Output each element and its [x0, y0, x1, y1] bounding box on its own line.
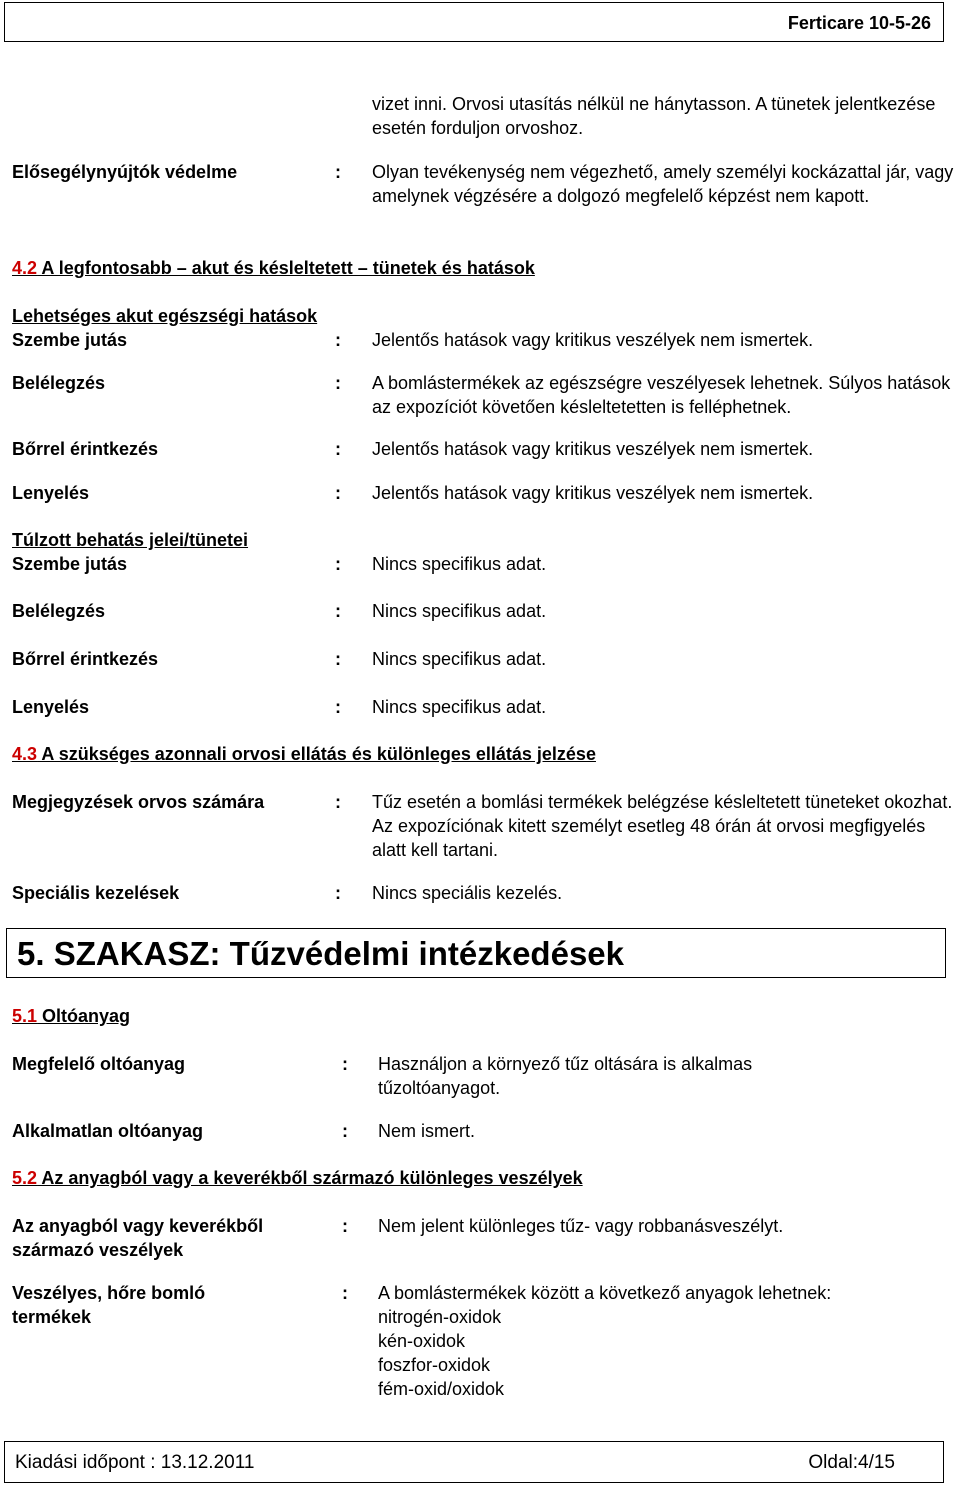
hazardous-decomposition-label: Veszélyes, hőre bomló termékek — [12, 1283, 206, 1327]
overexposure-value-ingestion: Nincs specifikus adat. — [372, 697, 547, 717]
overexposure-value-eye: Nincs specifikus adat. — [372, 554, 547, 574]
hazardous-decomposition-value: A bomlástermékek között a következő anyagok lehetnek: — [378, 1283, 832, 1303]
section-number: 4.3 — [12, 744, 38, 764]
special-treatment-value: Nincs speciális kezelés. — [372, 883, 563, 903]
section-4-3-heading — [12, 742, 596, 766]
section-title: A szükséges azonnali orvosi ellátás és különleges ellátás jelzése — [37, 744, 596, 764]
colon: : — [342, 1216, 348, 1236]
colon: : — [342, 1283, 348, 1303]
section-4-2-heading — [12, 256, 535, 280]
section-5-2-heading — [12, 1166, 583, 1190]
section-title: A legfontosabb – akut és késleltetett – tünetek és hatások — [37, 258, 535, 278]
overexposure-value-skin: Nincs specifikus adat. — [372, 649, 547, 669]
section-number: 5.2 — [12, 1168, 38, 1188]
colon: : — [335, 697, 341, 717]
colon: : — [335, 162, 341, 182]
section-5-1-heading — [12, 1004, 130, 1028]
acute-value-ingestion: Jelentős hatások vagy kritikus veszélyek nem ismertek. — [372, 483, 814, 503]
colon: : — [335, 330, 341, 350]
colon: : — [335, 554, 341, 574]
acute-label-skin: Bőrrel érintkezés — [12, 439, 159, 459]
overexposure-label-skin: Bőrrel érintkezés — [12, 649, 159, 669]
footer-box — [4, 1441, 944, 1483]
acute-effects-heading: Lehetséges akut egészségi hatások — [12, 306, 318, 326]
overexposure-heading: Túlzott behatás jelei/tünetei — [12, 530, 249, 550]
specific-hazards-label: Az anyagból vagy keverékből származó veszélyek — [12, 1216, 264, 1260]
intro-continued-text: vizet inni. Orvosi utasítás nélkül ne hánytasson. A tünetek jelentkezése esetén forduljon orvoshoz. — [372, 94, 936, 138]
unsuitable-media-value: Nem ismert. — [378, 1121, 476, 1141]
overexposure-label-eye: Szembe jutás — [12, 554, 128, 574]
section-number: 5.1 — [12, 1006, 38, 1026]
colon: : — [335, 883, 341, 903]
colon: : — [335, 601, 341, 621]
overexposure-label-ingestion: Lenyelés — [12, 697, 90, 717]
colon: : — [342, 1121, 348, 1141]
section-title: Az anyagból vagy a keverékből származó különleges veszélyek — [37, 1168, 583, 1188]
acute-value-inhalation: A bomlástermékek az egészségre veszélyesek lehetnek. Súlyos hatások az expozíciót követően késleltetetten is felléphetnek. — [372, 373, 951, 417]
specific-hazards-value: Nem jelent különleges tűz- vagy robbanásveszélyt. — [378, 1216, 784, 1236]
decomposition-product: fém-oxid/oxidok — [378, 1379, 505, 1399]
colon: : — [335, 483, 341, 503]
acute-value-skin: Jelentős hatások vagy kritikus veszélyek nem ismertek. — [372, 439, 814, 459]
colon: : — [335, 649, 341, 669]
doctor-notes-value: Tűz esetén a bomlási termékek belégzése késleltetett tüneteket okozhat. Az expozíciónak kitett személyt esetleg 48 órán át orvosi megfigyelés alatt kell tartani. — [372, 792, 953, 860]
colon: : — [335, 439, 341, 459]
section-number: 4.2 — [12, 258, 38, 278]
decomposition-product: nitrogén-oxidok — [378, 1307, 502, 1327]
special-treatment-label: Speciális kezelések — [12, 883, 180, 903]
colon: : — [342, 1054, 348, 1074]
acute-label-inhalation: Belélegzés — [12, 373, 106, 393]
suitable-media-label: Megfelelő oltóanyag — [12, 1054, 186, 1074]
issue-date: Kiadási időpont : 13.12.2011 — [15, 1452, 255, 1473]
page-number: Oldal:4/15 — [808, 1452, 895, 1473]
acute-value-eye: Jelentős hatások vagy kritikus veszélyek nem ismertek. — [372, 330, 814, 350]
acute-label-ingestion: Lenyelés — [12, 483, 90, 503]
suitable-media-value: Használjon a környező tűz oltására is alkalmas tűzoltóanyagot. — [378, 1054, 753, 1098]
first-aid-protection-value: Olyan tevékenység nem végezhető, amely személyi kockázattal jár, vagy amelynek végzésére a dolgozó megfelelő képzést nem kapott. — [372, 162, 954, 206]
overexposure-label-inhalation: Belélegzés — [12, 601, 106, 621]
section-title: Oltóanyag — [37, 1006, 131, 1026]
section-5-box — [6, 928, 946, 978]
first-aid-protection-label: Elősegélynyújtók védelme — [12, 162, 238, 182]
decomposition-product: foszfor-oxidok — [378, 1355, 491, 1375]
section-5-title: 5. SZAKASZ: Tűzvédelmi intézkedések — [17, 935, 625, 972]
header-box — [4, 2, 944, 42]
document-title: Ferticare 10-5-26 — [787, 13, 931, 33]
doctor-notes-label: Megjegyzések orvos számára — [12, 792, 265, 812]
colon: : — [335, 792, 341, 812]
unsuitable-media-label: Alkalmatlan oltóanyag — [12, 1121, 204, 1141]
decomposition-product: kén-oxidok — [378, 1331, 466, 1351]
colon: : — [335, 373, 341, 393]
acute-label-eye: Szembe jutás — [12, 330, 128, 350]
overexposure-value-inhalation: Nincs specifikus adat. — [372, 601, 547, 621]
